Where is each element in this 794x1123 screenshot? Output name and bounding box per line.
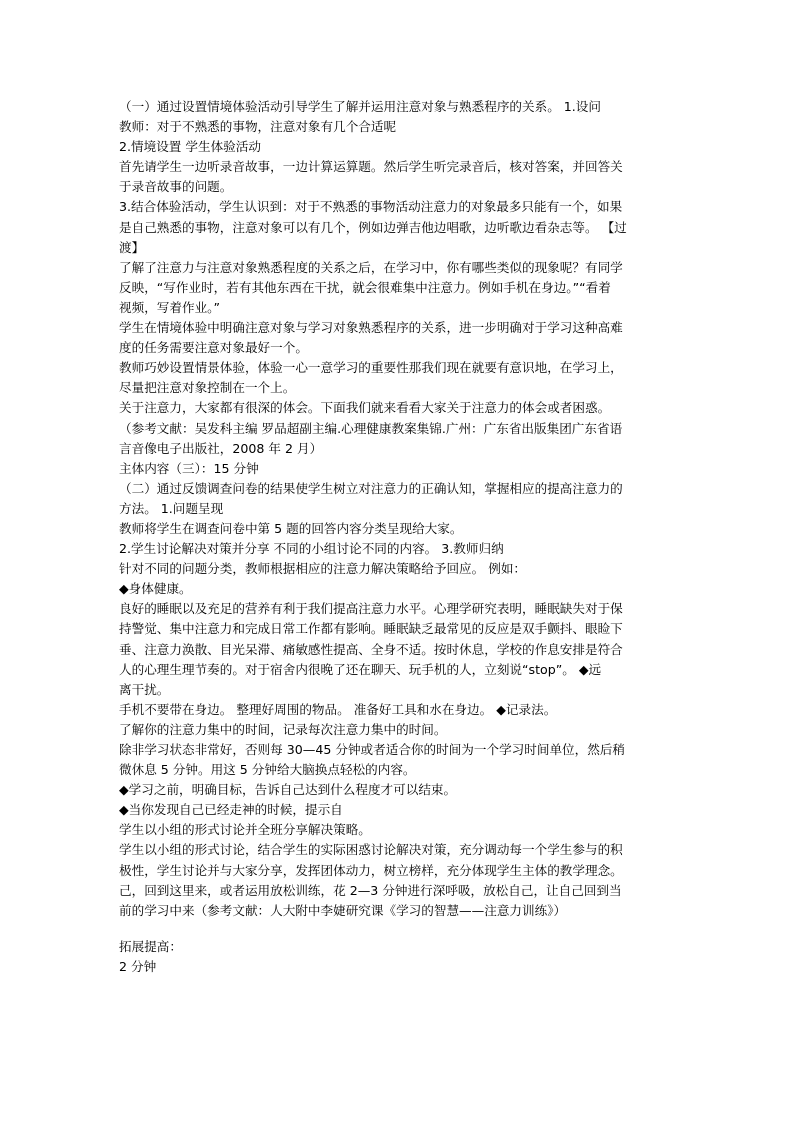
paragraph-line: 方法。 1.问题呈现	[119, 500, 224, 516]
paragraph-line: 垂、注意力涣散、目光呆滞、痛敏感性提高、全身不适。按时休息，学校的作息安排是符合	[119, 641, 623, 657]
reference-line: （参考文献：吴发科主编 罗品超副主编.心理健康教案集锦.广州：广东省出版集团广东省语	[119, 420, 623, 436]
paragraph-line: 视频，写着作业。”	[119, 299, 220, 315]
duration-label: 2 分钟	[119, 958, 157, 974]
paragraph-line: 2.情境设置 学生体验活动	[119, 139, 261, 155]
paragraph-line: 教师将学生在调查问卷中第 5 题的回答内容分类呈现给大家。	[119, 520, 463, 536]
paragraph-line: 手机不要带在身边。 整理好周围的物品。 准备好工具和水在身边。 ◆记录法。	[119, 701, 557, 717]
paragraph-line: 微休息 5 分钟。用这 5 分钟给大脑换点轻松的内容。	[119, 762, 416, 778]
reference-line: 言音像电子出版社，2008 年 2 月）	[119, 440, 323, 456]
paragraph-line: 除非学习状态非常好，否则每 30—45 分钟或者适合你的时间为一个学习时间单位，然后稍	[119, 742, 626, 757]
paragraph-line: （一）通过设置情境体验活动引导学生了解并运用注意对象与熟悉程序的关系。 1.设问	[119, 99, 601, 114]
paragraph-line: 持警觉、集中注意力和完成日常工作都有影响。睡眠缺乏最常见的反应是双手颤抖、眼睑下	[119, 621, 623, 637]
paragraph-line: 2.学生讨论解决对策并分享 不同的小组讨论不同的内容。 3.教师归纳	[119, 541, 504, 557]
paragraph-line: 人的心理生理节奏的。对于宿舍内很晚了还在聊天、玩手机的人，立刻说“stop”。 ◆远	[119, 661, 602, 677]
document-body	[119, 97, 679, 977]
section-heading: 拓展提高：	[119, 938, 182, 954]
paragraph-line: 于录音故事的问题。	[119, 179, 233, 195]
paragraph-line: 学生以小组的形式讨论，结合学生的实际困惑讨论解决对策，充分调动每一个学生参与的积	[119, 842, 623, 858]
paragraph-line: 学生以小组的形式讨论并全班分享解决策略。	[119, 822, 371, 838]
paragraph-line: 良好的睡眠以及充足的营养有利于我们提高注意力水平。心理学研究表明，睡眠缺失对于保	[119, 601, 623, 617]
paragraph-line: 教师巧妙设置情景体验，体验一心一意学习的重要性那我们现在就要有意识地，在学习上，	[119, 360, 623, 376]
paragraph-line: 教师：对于不熟悉的事物，注意对象有几个合适呢	[119, 119, 397, 135]
paragraph-line: 反映，“写作业时，若有其他东西在干扰，就会很难集中注意力。例如手机在身边。”“看着	[119, 279, 611, 295]
paragraph-line: 了解了注意力与注意对象熟悉程度的关系之后，在学习中，你有哪些类似的现象呢？有同学	[119, 259, 623, 275]
section-heading: 主体内容（三）：15 分钟	[119, 460, 259, 476]
paragraph-line: 了解你的注意力集中的时间，记录每次注意力集中的时间。	[119, 721, 447, 737]
paragraph-line: 尽量把注意对象控制在一个上。	[119, 380, 296, 396]
reference-line: 前的学习中来（参考文献：人大附中李婕研究课《学习的智慧——注意力训练》）	[119, 902, 567, 918]
paragraph-line: 离干扰。	[119, 681, 170, 697]
paragraph-line: 渡】	[119, 239, 145, 255]
paragraph-line: 3.结合体验活动，学生认识到：对于不熟悉的事物活动注意力的对象最多只能有一个，如果	[119, 199, 623, 215]
paragraph-line: 关于注意力，大家都有很深的体会。下面我们就来看看大家关于注意力的体会或者困惑。	[119, 400, 611, 416]
bullet-item: ◆身体健康。	[119, 581, 192, 597]
paragraph-line: 己，回到这里来，或者运用放松训练，花 2—3 分钟进行深呼吸，放松自己，让自己回到当	[119, 882, 622, 898]
paragraph-line: 是自己熟悉的事物，注意对象可以有几个，例如边弹吉他边唱歌，边听歌边看杂志等。 【过	[119, 219, 627, 235]
bullet-item: ◆当你发现自己已经走神的时候，提示自	[119, 802, 343, 818]
bullet-item: ◆学习之前，明确目标，告诉自己达到什么程度才可以结束。	[119, 782, 457, 798]
paragraph-line: 极性，学生讨论并与大家分享，发挥团体动力，树立榜样，充分体现学生主体的教学理念。	[119, 862, 623, 878]
paragraph-line: （二）通过反馈调查问卷的结果使学生树立对注意力的正确认知，掌握相应的提高注意力的	[119, 480, 623, 496]
paragraph-line: 针对不同的问题分类，教师根据相应的注意力解决策略给予回应。 例如：	[119, 561, 527, 577]
paragraph-line: 度的任务需要注意对象最好一个。	[119, 340, 308, 356]
paragraph-line: 学生在情境体验中明确注意对象与学习对象熟悉程序的关系，进一步明确对于学习这种高难	[119, 320, 623, 336]
spacer	[119, 921, 679, 937]
paragraph-line: 首先请学生一边听录音故事，一边计算运算题。然后学生听完录音后，核对答案，并回答关	[119, 159, 623, 175]
